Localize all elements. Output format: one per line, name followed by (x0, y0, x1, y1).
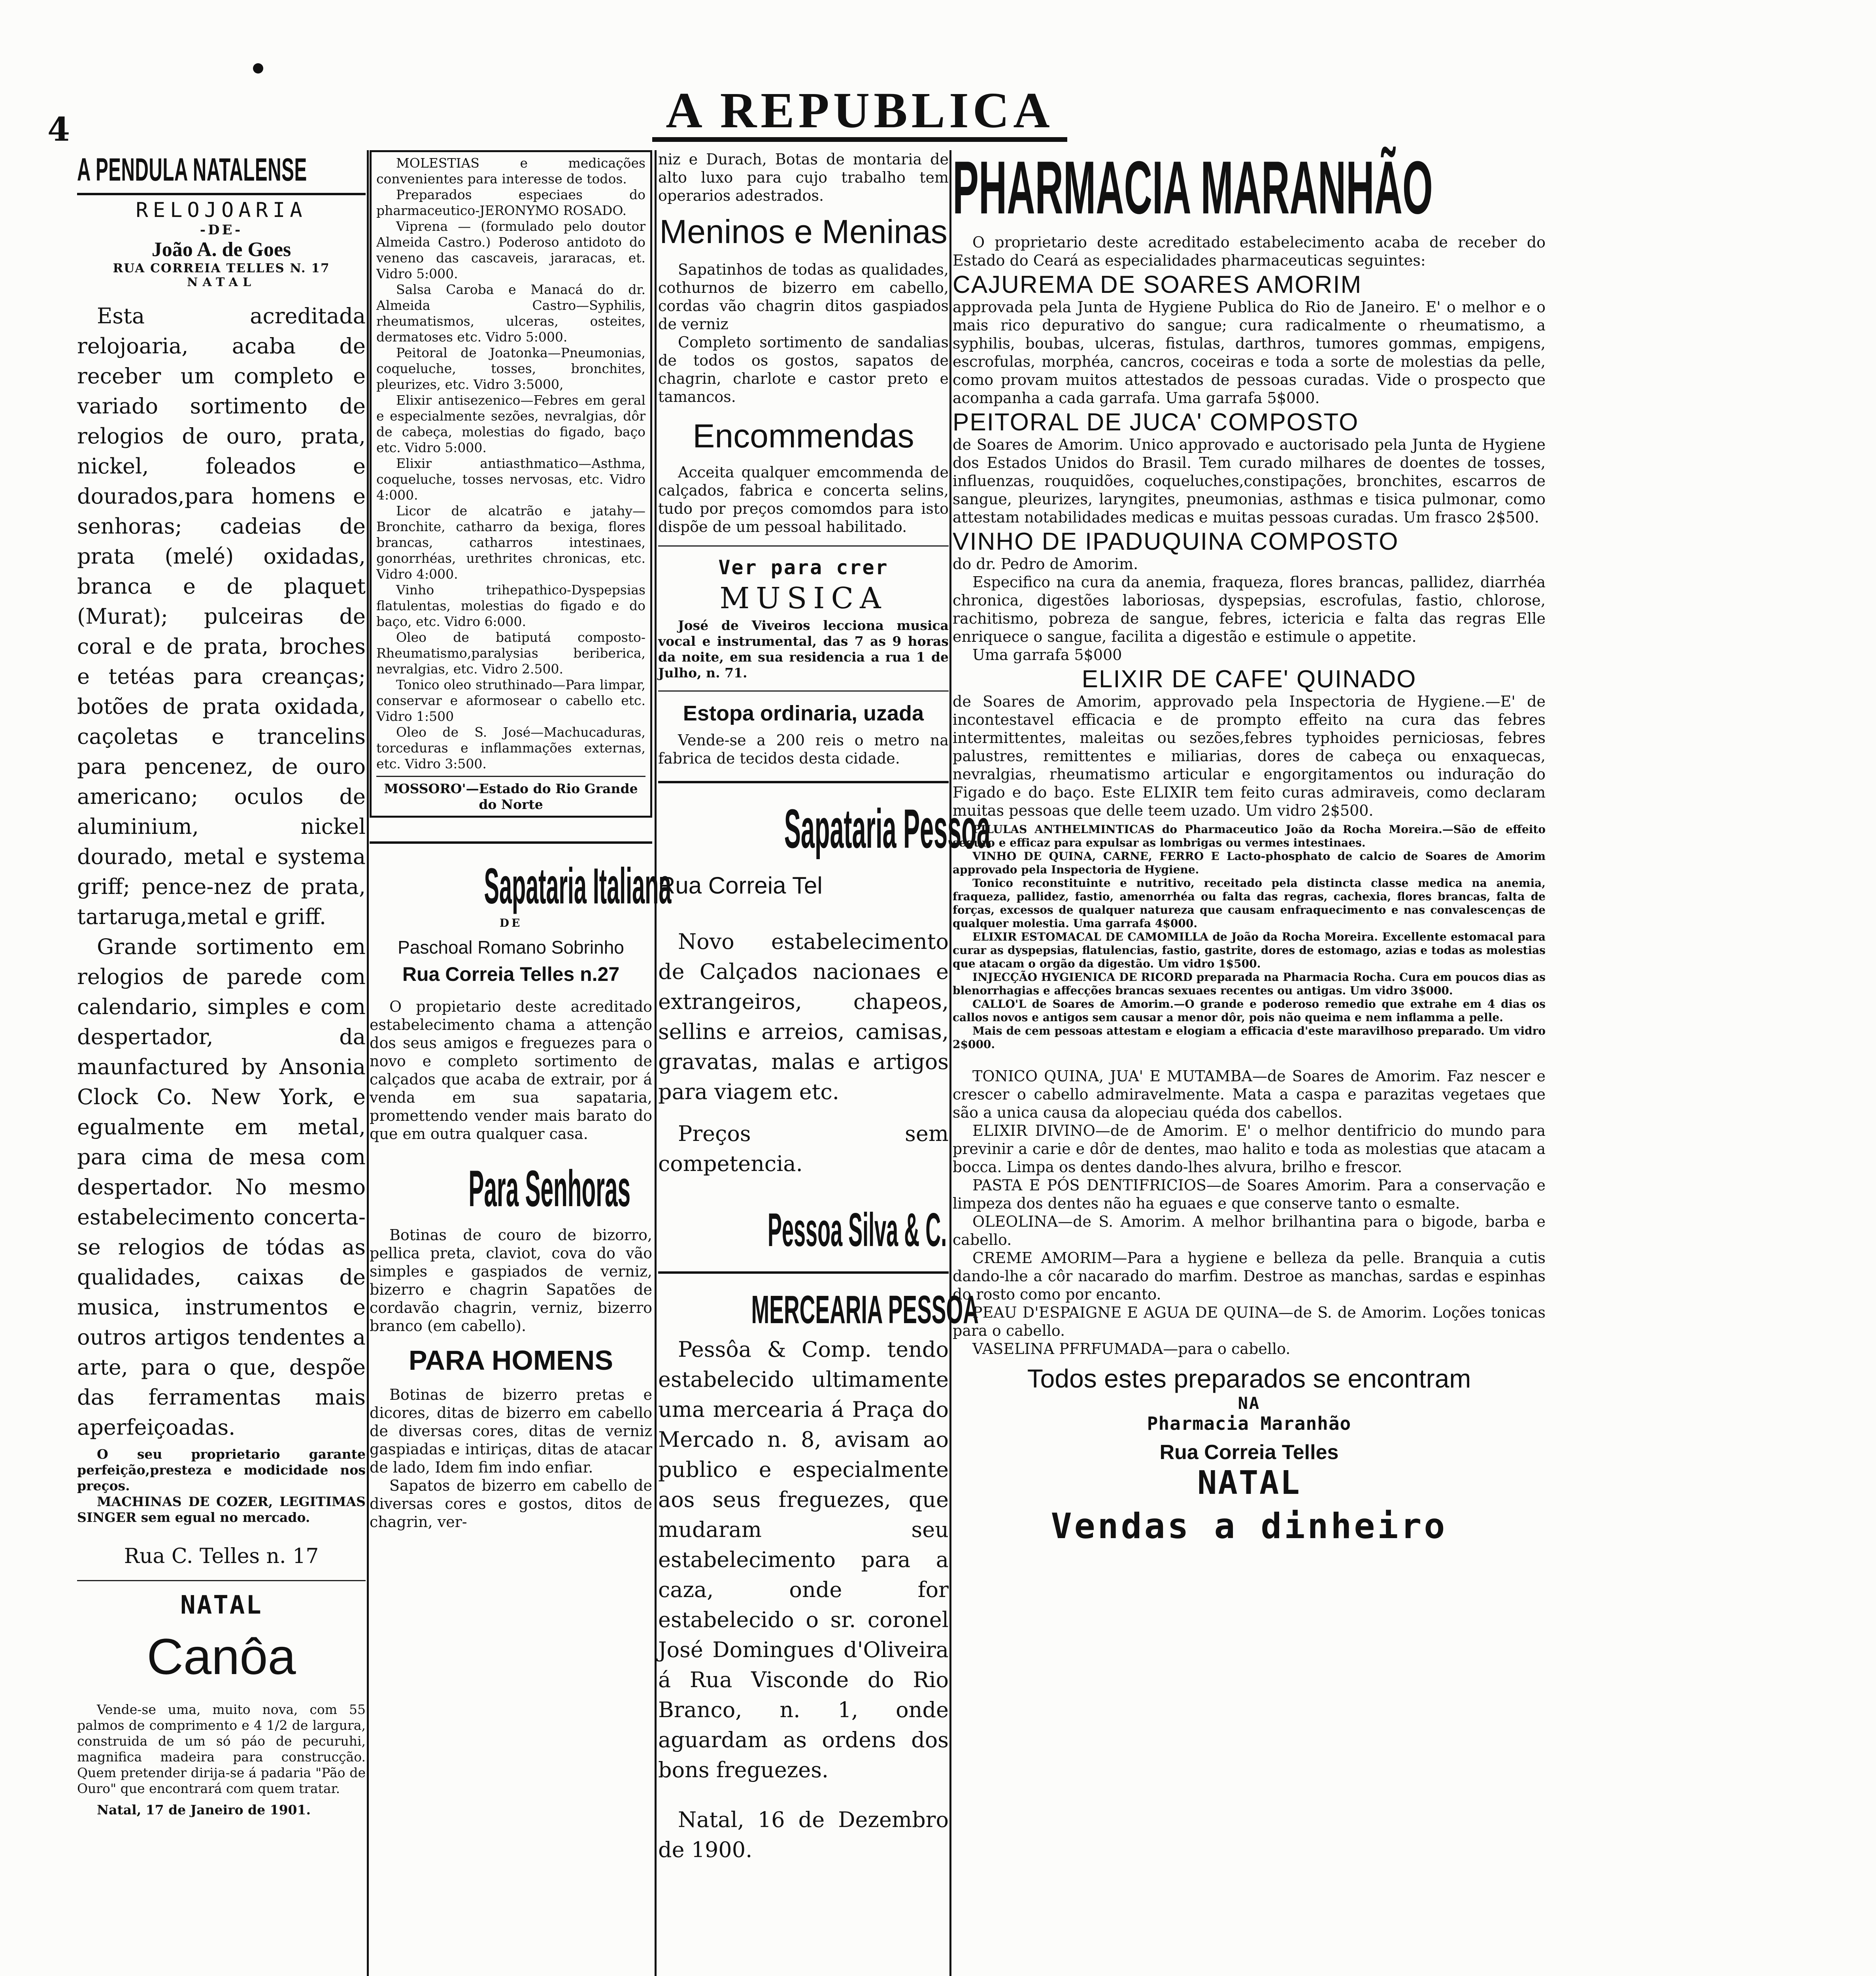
vinho-title: VINHO DE IPADUQUINA COMPOSTO (953, 528, 1399, 555)
elixir-divino-text: ELIXIR DIVINO—de de Amorim. E' o melhor dentifricio do mundo para previnir a carie e dôr de dentes, mao halito e toda as molestias que atacam a bocca. Limpa os dentes dando-lhes alvura, brilho e frescor. (953, 1122, 1546, 1176)
canoa-body: Vende-se uma, muito nova, com 55 palmos de comprimento e 4 1/2 de largura, construida de um só páo de pecuruhi, magnifica madeira para construcção. Quem pretender dirija-se á padaria "Pão de Ouro" que encontrará com quem tratar. (77, 1702, 366, 1796)
cajurema-body: approvada pela Junta de Hygiene Publica do Rio de Janeiro. E' o melhor e o mais rico depurativo do sangue; cura radicalmente o rheumatismo, a syphilis, boubas, ulceras, fistulas, darthros, tumores gommas, empigens, escrofulas, morphéa, cancros, coceiras e toda a sorte de molestias da pelle, como provam muitos attestados de pessoas curadas. Vide o prospecto que acompanha a cada garrafa. Uma garrafa 5$000. (953, 298, 1546, 407)
address-line: RUA CORREIA TELLES N. 17 (113, 261, 330, 275)
remedy-item: Peitoral de Joatonka—Pneumonias, coqueluche, tosses, bronchites, pleurizes, etc. Vidro 3:5000, (376, 345, 645, 392)
remedy-item: Salsa Caroba e Manacá do dr. Almeida Castro—Syphilis, rheumatismos, ulceras, osteites, dermatoses etc. Vidro 5:000. (376, 282, 645, 345)
remedy-item: Elixir antisezenico—Febres em geral e especialmente sezões, nevralgias, dôr de cabeça, molestias do figado, baço etc. Vidro 5:000. (376, 392, 645, 455)
column-rule (655, 150, 657, 1976)
relojoaria-footer: Rua C. Telles n. 17 (124, 1544, 319, 1568)
jeronymo-rosado-box (370, 150, 652, 818)
relojoaria-body-2: Grande sortimento em relogios de parede com calendario, simples e com despertador, da maunfactured by Ansonia Clock Co. New York, e egualmente em metal, para cima de mesa com despertador. No mesmo estabelecimento concerta-se relogios de tódas as qualidades, caixas de musica, instrumentos e outros artigos tendentes a arte, para o que, despõe das ferramentas mais aperfeiçoadas. (77, 934, 366, 1440)
sapataria-pessoa-prices: Preços sem competencia. (658, 1121, 949, 1176)
de-label: -DE- (200, 222, 243, 238)
italiana-de: DE (499, 916, 523, 930)
owner-name: João A. de Goes (151, 238, 291, 261)
canoa-date: Natal, 17 de Janeiro de 1901. (97, 1802, 311, 1818)
pessoa-silva-title: Pessoa Silva & C. (767, 1203, 947, 1256)
pasta-text: PASTA E PÓS DENTIFRICIOS—de Soares Amorim. Para a conservação e limpeza dos dentes não ha eguaes e que conserve tanto o esmalte. (953, 1177, 1546, 1212)
remedy-item: Viprena — (formulado pelo doutor Almeida Castro.) Poderoso antidoto do veneno das cascaveis, jararacas, et. Vidro 5:000. (376, 219, 645, 281)
natal-heading: NATAL (180, 1591, 262, 1620)
remedy-item: Elixir antiasthmatico—Asthma, coqueluche, tosses nervosas, etc. Vidro 4:000. (376, 456, 645, 503)
rua-label: Rua Correia Telles (1159, 1441, 1339, 1464)
column-4 (953, 146, 1546, 1976)
todos-label: Todos estes preparados se encontram (1027, 1364, 1471, 1393)
small-remedy-item: CALLO'L de Soares de Amorim.—O grande e poderoso remedio que extrahe em 4 dias os callos novos e antigos sem causar a menor dôr, pois não queima e nem inflamma a pelle. (953, 997, 1546, 1024)
pendula-title: A PENDULA NATALENSE (77, 152, 307, 188)
meninos-body-2: Completo sortimento de sandalias de todos os gostos, sapatos de chagrin, charlote e castor preto e tamancos. (658, 334, 949, 405)
remedy-item: Vinho trihepathico-Dyspepsias flatulentas, molestias do figado e do baço, etc. Vidro 6:000. (376, 582, 645, 629)
remedy-item: Licor de alcatrão e jatahy— Bronchite, catharro da bexiga, flores brancas, catharros intestinaes, gonorrhéas, urethrites chronicas, etc. Vidro 4:000. (376, 503, 645, 582)
cajurema-title: CAJUREMA DE SOARES AMORIM (953, 271, 1362, 298)
column-rule (367, 150, 369, 1976)
encommendas-title: Encommendas (693, 417, 914, 454)
page-number: 4 (47, 111, 70, 149)
column-rule (949, 150, 951, 1976)
peitoral-body: de Soares de Amorim. Unico approvado e auctorisado pela Junta de Hygiene dos Estados Unidos do Brasil. Tem curado milhares de doentes de tosses, influenzas, rouquidões, coqueluches,constipações, bronchites, escarros de sangue, pleurizes, laryngites, pneumonias, asthmas e tisica pulmonar, como attestam notabilidades medicas e muitas pessoas curadas. Um frasco 2$500. (953, 436, 1546, 526)
estopa-body: Vende-se a 200 reis o metro na fabrica de tecidos desta cidade. (658, 732, 949, 767)
vinho-body: Especifico na cura da anemia, fraqueza, flores brancas, pallidez, diarrhéa chronica, digestões laboriosas, dyspepsias, escrofulas, fastio, chlorose, rachitismo, pobreza de sangue, febres, ictericia e falta das regras Elle enriquece o sangue, facilita a digestão e estimule o appetite. (953, 573, 1546, 645)
homens-body: Botinas de bizerro pretas e dicores, ditas de bizerro em cabello de diversas cores, ditas de verniz gaspiadas e intiriças, ditas de atacar de lado, Idem fim indo enfiar. (370, 1386, 652, 1476)
durach-text: niz e Durach, Botas de montaria de alto luxo para cujo trabalho tem operarios adestrados. (658, 151, 949, 204)
vinho-subtitle: do dr. Pedro de Amorim. (953, 555, 1138, 573)
italiana-owner: Paschoal Romano Sobrinho (398, 937, 624, 958)
relojoaria-guarantee: O seu proprietario garante perfeição,presteza e modicidade nos preços. (77, 1446, 366, 1493)
small-remedy-item: Tonico reconstituinte e nutritivo, receitado pela distincta classe medica na anemia, fraqueza, pallidez, fastio, amenorrhéa ou falta das regras, cachexia, flores brancas, falta de forças, excessos de qualquer natureza que causam enfraquecimento e nas convalescenças de qualquer molestia. Uma garrafa 4$000. (953, 877, 1546, 930)
remedy-item: Preparados especiaes do pharmaceutico-JERONYMO ROSADO. (376, 187, 645, 218)
elixir-body: de Soares de Amorim, approvado pela Inspectoria de Hygiene.—E' de incontestavel efficacia e de prompto effeito na cura das febres intermittentes, maleitas ou sezões,febres typhoides perniciosas, febres palustres, remittentes e miliarias, dores de cabeça ou enxaquecas, nevralgias, rheumatismo articular e engorgitamentos ou induração do Figado e do baço. Este ELIXIR tem feito curas admiraveis, como declaram muitas pessoas que delle teem uzado. Um vidro 2$500. (953, 693, 1546, 819)
musica-body: José de Viveiros lecciona musica vocal e instrumental, das 7 as 9 horas da noite, em sua residencia a rua 1 de Julho, n. 71. (658, 618, 949, 681)
relojoaria-label: RELOJOARIA (136, 198, 307, 222)
small-remedy-item: PILULAS ANTHELMINTICAS do Pharmaceutico João da Rocha Moreira.—São de effeito seguro e efficaz para expulsar as lombrigas ou vermes intestinaes. (953, 823, 1546, 849)
ink-speck (253, 63, 263, 74)
small-remedy-item: ELIXIR ESTOMACAL DE CAMOMILLA de João da Rocha Moreira. Excellente estomacal para curar as dyspepsias, flatulencias, fastio, gastrite, dores de estomago, azias e todas as molestias que atacam o orgão da digestão. Um vidro 1$500. (953, 930, 1546, 970)
mercearia-title: MERCEARIA PESSOA (751, 1288, 979, 1332)
oleolina-text: OLEOLINA—de S. Amorim. A melhor brilhantina para o bigode, barba e cabello. (953, 1213, 1546, 1248)
remedy-item: Oleo de S. José—Machucaduras, torceduras e inflammações externas, etc. Vidro 3:500. (376, 724, 645, 771)
senhoras-title: Para Senhoras (468, 1160, 631, 1217)
pharmacia-title: PHARMACIA MARANHÃO (953, 146, 1433, 230)
sapataria-pessoa-address: Rua Correia Tel (658, 872, 823, 899)
remedy-item: Oleo de batiputá composto-Rheumatismo,paralysias beriberica, nevralgias, etc. Vidro 2.500. (376, 630, 645, 677)
box-footer: MOSSORO'—Estado do Rio Grande do Norte (384, 781, 638, 812)
vinho-price: Uma garrafa 5$000 (972, 646, 1122, 664)
remedy-list (376, 155, 645, 772)
tonico-text: TONICO QUINA, JUA' E MUTAMBA—de Soares de Amorim. Faz nescer e crescer o cabello admiravelmente. Mata a caspa e parazitas vegetaes que são a unica causa da alopeciau quéda dos cabellos. (953, 1067, 1546, 1121)
singer-ad: MACHINAS DE COZER, LEGITIMAS SINGER sem egual no mercado. (77, 1494, 366, 1525)
pharmacia-intro: O proprietario deste acreditado estabelecimento acaba de receber do Estado do Ceará as especialidades pharmaceuticas seguintes: (953, 234, 1546, 269)
na-label: NA (1238, 1393, 1261, 1413)
small-remedy-item: Mais de cem pessoas attestam e elogiam a efficacia d'este maravilhoso preparado. Um vidro 2$000. (953, 1024, 1546, 1051)
ver-para-crer: Ver para crer (718, 556, 889, 579)
senhoras-body: Botinas de couro de bizorro, pellica preta, claviot, cova do vão simples e gaspiados de verniz, bizerro e chagrin Sapatões de cordavão chagrin, verniz, bizerro branco (em cabello). (370, 1226, 652, 1335)
musica-title: MUSICA (719, 581, 887, 615)
small-remedy-item: VINHO DE QUINA, CARNE, FERRO E Lacto-phosphato de calcio de Soares de Amorim approvado pela Inspectoria de Hygiene. (953, 850, 1546, 876)
vendas-label: Vendas a dinheiro (1051, 1506, 1448, 1546)
remedy-item: MOLESTIAS e medicações convenientes para interesse de todos. (376, 155, 645, 187)
column-2 (370, 150, 672, 1976)
encommendas-body: Acceita qualquer emcommenda de calçados, fabrica e concerta selins, tudo por preços comomdos para isto dispõe de um pessoal habilitado. (658, 464, 949, 535)
italiana-body: O propietario deste acreditado estabelecimento chama a attenção dos seus amigos e freguezes para o novo e completo sortimento de calçados que acaba de extrair, por á venda em sua sapataria, promettendo vender mais barato do que em outra qualquer casa. (370, 998, 652, 1143)
estopa-title: Estopa ordinaria, uzada (683, 701, 924, 725)
sapataria-pessoa-body: Novo estabelecimento de Calçados nacionaes e extrangeiros, chapeos, sellins e arreios, camisas, gravatas, malas e artigos para viagem etc. (658, 929, 949, 1104)
city-label: NATAL (187, 275, 256, 289)
meninos-title: Meninos e Meninas (659, 213, 947, 250)
small-remedy-item: INJECÇÃO HYGIENICA DE RICORD preparada na Pharmacia Rocha. Cura em poucos dias as blenorrhagias e affecções brancas sexuaes recentes ou antigas. Um vidro 3$000. (953, 971, 1546, 997)
homens-title: PARA HOMENS (408, 1345, 613, 1376)
mercearia-body: Pessôa & Comp. tendo estabelecido ultimamente uma mercearia á Praça do Mercado n. 8, avisam ao publico e especialmente aos seus freguezes, que mudaram seu estabelecimento para a caza, onde for estabelecido o sr. coronel José Domingues d'Oliveira á Rua Visconde do Rio Branco, n. 1, onde aguardam as ordens dos bons freguezes. (658, 1337, 949, 1782)
italiana-address: Rua Correia Telles n.27 (402, 963, 620, 985)
homens-body-2: Sapatos de bizerro em cabello de diversas cores e gostos, ditos de chagrin, ver- (370, 1477, 652, 1531)
column-3 (658, 150, 991, 1976)
peitoral-title: PEITORAL DE JUCA' COMPOSTO (953, 409, 1359, 436)
creme-text: CREME AMORIM—Para a hygiene e belleza da pelle. Branquia a cutis dando-lhe a côr nacarado do marfim. Destroe as manchas, sardas e espinhas do rosto como por encanto. (953, 1249, 1546, 1303)
vaselina-text: VASELINA PFRFUMADA—para o cabello. (972, 1340, 1291, 1358)
elixir-title: ELIXIR DE CAFE' QUINADO (1081, 666, 1417, 693)
meninos-body: Sapatinhos de todas as qualidades, cothurnos de bizerro em cabello, cordas vão chagrin ditos gaspiados de verniz (658, 261, 949, 333)
canoa-title: Canôa (147, 1629, 296, 1685)
remedy-item: Tonico oleo struthinado—Para limpar, conservar e aformosear o cabello etc. Vidro 1:500 (376, 677, 645, 724)
mercearia-date: Natal, 16 de Dezembro de 1900. (658, 1807, 949, 1862)
peau-text: PEAU D'ESPAIGNE E AGUA DE QUINA—de S. de Amorim. Loções tonicas para o cabello. (953, 1304, 1546, 1339)
small-remedy-list (953, 823, 1546, 1051)
relojoaria-body: Esta acreditada relojoaria, acaba de receber um completo e variado sortimento de relogios de ouro, prata, nickel, foleados e dourados,para homens e senhoras; cadeias de prata (melé) oxidadas, branca e de plaquet (Murat); pulceiras de coral e de prata, broches e tetéas para creanças; botões de prata oxidada, caçoletas e trancelins para pencenez, de ouro americano; oculos de aluminium, nickel dourado, metal e systema griff; pence-nez de prata, tartaruga,metal e griff. (77, 304, 366, 929)
column-1 (77, 150, 366, 1976)
italiana-title: Sapataria Italiana (484, 858, 672, 914)
masthead: A REPUBLICA (652, 85, 1067, 142)
natal-footer: NATAL (1197, 1464, 1301, 1502)
pharmacia-footer-name: Pharmacia Maranhão (1147, 1413, 1351, 1434)
sapataria-pessoa-title: Sapataria Pessoa (784, 798, 991, 860)
